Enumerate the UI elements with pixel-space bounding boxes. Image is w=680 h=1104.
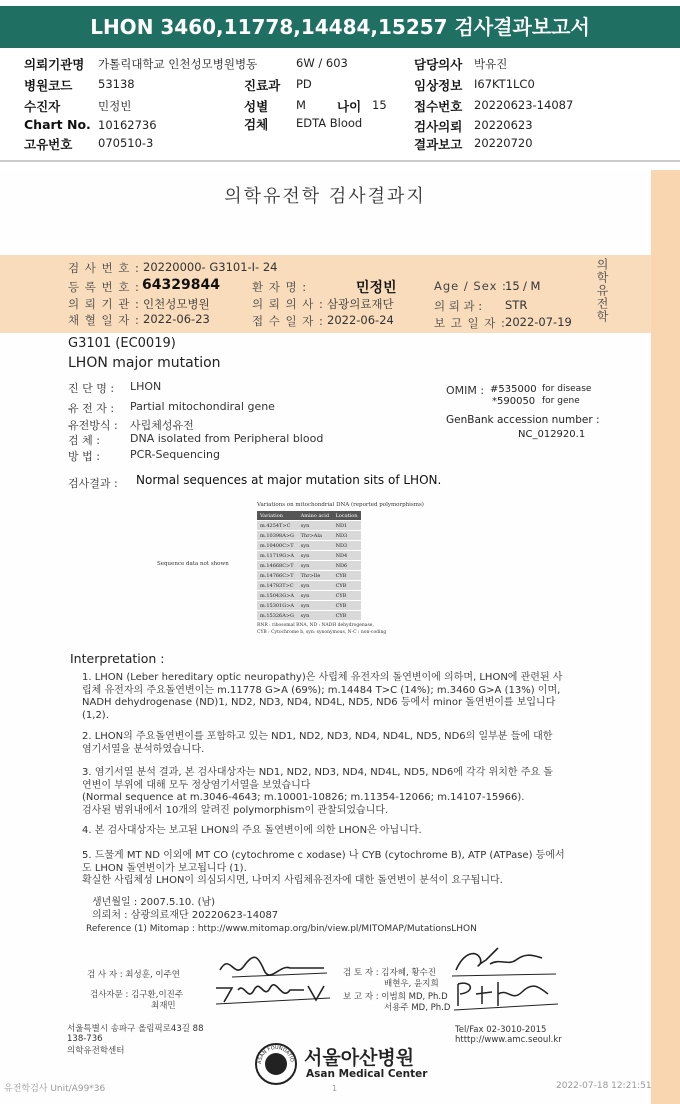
omim-gene-note: for gene bbox=[542, 396, 580, 406]
hospital-name-en: Asan Medical Center bbox=[306, 1068, 428, 1080]
table-cell: CYB bbox=[333, 601, 361, 611]
table-cell: m.15043G>A bbox=[257, 591, 298, 601]
table-row bbox=[257, 521, 361, 531]
table-cell: syn bbox=[298, 581, 333, 591]
genbank-number: NC_012920.1 bbox=[518, 429, 586, 440]
figure-note: RNR : ribosomal RNA, ND : NADH dehydrogenase, bbox=[257, 623, 374, 628]
genbank-label: GenBank accession number : bbox=[446, 414, 600, 426]
figure-note: CYB : Cytochrome b, syn: synonymous, N-C : non-coding bbox=[257, 630, 387, 635]
hospital-name-ko: 서울아산병원 bbox=[304, 1047, 415, 1069]
table-cell: m.10400C>T bbox=[257, 541, 298, 551]
band-value: 2022-07-19 bbox=[505, 315, 572, 329]
field-value: EDTA Blood bbox=[296, 116, 363, 130]
tester-advisor: 검사자문 : 김구환,이진주 bbox=[90, 990, 184, 1000]
figure-title: Variations on mitochondrial DNA (reported polymorphisms) bbox=[257, 502, 424, 508]
omim-label: OMIM : bbox=[446, 384, 485, 397]
band-label: 접 수 일 자 : bbox=[252, 314, 324, 328]
band-value: 삼광의료재단 bbox=[327, 297, 394, 311]
field-label: 담당의사 bbox=[414, 57, 463, 72]
table-cell: ND1 bbox=[333, 521, 361, 531]
info-label: 유전방식 : bbox=[68, 419, 118, 432]
table-cell: m.15326A>G bbox=[257, 611, 298, 621]
band-value: / M bbox=[523, 279, 541, 293]
field-value: PD bbox=[296, 77, 312, 91]
table-cell: CYB bbox=[333, 571, 361, 581]
info-value: 사립체성유전 bbox=[130, 419, 194, 432]
info-label: 진 단 명 : bbox=[68, 382, 115, 395]
band-label: 채 혈 일 자 : bbox=[68, 313, 140, 327]
field-label: 고유번호 bbox=[24, 137, 73, 152]
info-value: PCR-Sequencing bbox=[130, 448, 220, 461]
table-row bbox=[257, 591, 361, 601]
info-label: 방 법 : bbox=[68, 450, 100, 463]
table-row bbox=[257, 581, 361, 591]
table-cell: CYB bbox=[333, 581, 361, 591]
info-label: 검 체 : bbox=[68, 434, 100, 447]
table-cell: Thr>Ile bbox=[298, 571, 333, 581]
band-value: 인천성모병원 bbox=[143, 297, 210, 311]
omim-disease: #535000 bbox=[490, 384, 537, 395]
reporter-2: 서용주 MD, Ph.D bbox=[384, 1003, 451, 1013]
field-label: 검사의뢰 bbox=[414, 119, 463, 134]
birth-date: 생년월일 : 2007.5.10. (남) bbox=[92, 897, 216, 908]
field-value: I67KT1LC0 bbox=[474, 77, 535, 91]
table-cell: m.14766C>T bbox=[257, 571, 298, 581]
reviewer-signature bbox=[450, 944, 560, 980]
field-label: Chart No. bbox=[24, 117, 91, 132]
table-cell: Variation bbox=[257, 511, 298, 521]
table-cell: m.14668C>T bbox=[257, 561, 298, 571]
page-edge-strip bbox=[651, 170, 680, 1104]
band-label: Age / Sex : bbox=[434, 279, 507, 293]
side-label: 의학유전학 bbox=[595, 258, 609, 323]
field-value: 20220720 bbox=[474, 136, 533, 150]
table-cell: syn bbox=[298, 561, 333, 571]
seal-text: ASAN FOUNDATIO bbox=[256, 1044, 295, 1065]
ward-value: 6W / 603 bbox=[296, 56, 348, 70]
paragraph: 2. LHON의 주요돌연변이를 포함하고 있는 ND1, ND2, ND3, ND4, ND4L, ND5, ND6의 일부분 들에 대한 염기서열을 분석하였습니다. bbox=[82, 731, 553, 755]
field-label: 나이 bbox=[337, 99, 362, 114]
field-value: 15 bbox=[372, 98, 387, 112]
info-value: Partial mitochondiral gene bbox=[130, 400, 275, 413]
page-number: 1 bbox=[332, 1084, 338, 1093]
table-row bbox=[257, 531, 361, 541]
table-row bbox=[257, 541, 361, 551]
band-label: 보 고 일 자 : bbox=[434, 316, 506, 330]
hospital-seal bbox=[254, 1042, 298, 1086]
band-label: 등 록 번 호 : bbox=[68, 280, 140, 294]
footer-unit: 유전학검사 Unit/A99*36 bbox=[4, 1084, 106, 1094]
test-name: LHON major mutation bbox=[68, 355, 221, 371]
table-cell: syn bbox=[298, 541, 333, 551]
registration-number: 64329844 bbox=[142, 277, 220, 293]
tester-advisor-2: 최재민 bbox=[151, 1001, 176, 1011]
reviewer-2: 배현우, 윤지희 bbox=[384, 979, 439, 989]
field-value: 070510-3 bbox=[98, 136, 154, 150]
table-cell: ND3 bbox=[333, 541, 361, 551]
field-value: 20220623 bbox=[474, 118, 533, 132]
field-value: 가톨릭대학교 인천성모병원병동 bbox=[98, 57, 258, 71]
field-label: 결과보고 bbox=[414, 137, 463, 152]
table-cell: Location bbox=[333, 511, 361, 521]
field-value: 10162736 bbox=[98, 118, 157, 132]
band-value: 20220000- G3101-I- 24 bbox=[143, 260, 278, 274]
table-cell: m.15301G>A bbox=[257, 601, 298, 611]
table-cell: CYB bbox=[333, 591, 361, 601]
info-label: 유 전 자 : bbox=[68, 402, 115, 415]
result-label: 검사결과 : bbox=[68, 477, 118, 490]
field-label: 병원코드 bbox=[24, 78, 73, 93]
tester: 검 사 자 : 최성훈, 이주연 bbox=[87, 970, 180, 980]
test-code: G3101 (EC0019) bbox=[68, 336, 176, 351]
table-cell: Amino acid bbox=[298, 511, 333, 521]
address: 서울특별시 송파구 올림픽로43길 88 138-736 의학유전학센터 bbox=[67, 1024, 204, 1056]
print-timestamp: 2022-07-18 12:21:51 bbox=[556, 1081, 652, 1091]
band-label: 환 자 명 : bbox=[252, 280, 308, 294]
paragraph: 1. LHON (Leber hereditary optic neuropathy)은 사립체 유전자의 돌연변이에 의하며, LHON에 관련된 사 립체 유전자의 주요돌연변이는 m.11778 G>A (69%); m.14484 T>C (14%); m.3460 G>A (13%) 이며, NADH dehydrogenase (ND)1, ND2, ND3, ND4, ND4L, ND5, ND6 등에서 minor 돌연변이를 보입니다 (1,2). bbox=[82, 672, 563, 721]
table-cell: syn bbox=[298, 591, 333, 601]
figure-left-note: Sequence data not shown bbox=[157, 561, 229, 567]
table-cell: m.14783T>C bbox=[257, 581, 298, 591]
table-cell: CYB bbox=[333, 611, 361, 621]
band-label: 의 뢰 기 관 : bbox=[68, 297, 140, 311]
table-cell: syn bbox=[298, 611, 333, 621]
tester-signature bbox=[212, 950, 332, 980]
band-label: 의 뢰 과 : bbox=[434, 299, 483, 313]
band-label: 의 뢰 의 사 : bbox=[252, 297, 324, 311]
reporter: 보 고 자 : 이범희 MD, Ph.D bbox=[343, 992, 448, 1002]
band-value: 2022-06-24 bbox=[327, 313, 394, 327]
requester: 의뢰처 : 삼광의료재단 20220623-14087 bbox=[92, 910, 279, 921]
table-cell: ND6 bbox=[333, 561, 361, 571]
field-label: 수진자 bbox=[24, 99, 61, 114]
paragraph: 4. 본 검사대상자는 보고된 LHON의 주요 돌연변이에 의한 LHON은 아닙니다. bbox=[82, 825, 422, 836]
table-cell: m.10398A>G bbox=[257, 531, 298, 541]
omim-disease-note: for disease bbox=[542, 384, 592, 394]
patient-name: 민정빈 bbox=[356, 280, 397, 296]
field-value: 53138 bbox=[98, 77, 135, 91]
report-title: 의학유전학 검사결과지 bbox=[224, 186, 426, 207]
contact: Tel/Fax 02-3010-2015 htttp://www.amc.seoul.kr bbox=[455, 1025, 562, 1045]
result-text: Normal sequences at major mutation sits of LHON. bbox=[136, 473, 442, 487]
field-value: 20220623-14087 bbox=[474, 98, 574, 112]
table-header-row bbox=[257, 511, 361, 521]
field-value: M bbox=[296, 98, 306, 112]
info-value: LHON bbox=[130, 380, 162, 393]
table-row bbox=[257, 551, 361, 561]
table-cell: ND4 bbox=[333, 551, 361, 561]
table-row bbox=[257, 571, 361, 581]
advisor-signature bbox=[212, 978, 332, 1008]
paragraph: 3. 염기서열 분석 결과, 본 검사대상자는 ND1, ND2, ND3, ND4, ND4L, ND5, ND6에 각각 위치한 주요 돌 연변이 부위에 대해 모두 정상염기서열을 보였습니다 (Normal sequence at m.3046-4643; m.10001-10826; m.11354-12066; m.14107-15966). 검사된 범위내에서 10개의 알려진 polymorphism이 관찰되었습니다. bbox=[82, 767, 553, 816]
reference: Reference (1) Mitomap : http://www.mitomap.org/bin/view.pl/MITOMAP/MutationsLHON bbox=[86, 924, 477, 934]
paragraph: 5. 드물게 MT ND 이외에 MT CO (cytochrome c xodase) 나 CYB (cytochrome B), ATP (ATPase) 등에서 도 LHON 돌연변이가 보고됩니다 (1). 확실한 사립체성 LHON이 의심되시면, 나머지 사립체유전자에 대한 돌연변이 분석이 요구됩니다. bbox=[82, 850, 565, 886]
field-value: 박유진 bbox=[474, 57, 508, 71]
info-value: DNA isolated from Peripheral blood bbox=[130, 432, 324, 445]
interpretation-title: Interpretation : bbox=[70, 651, 165, 666]
table-cell: m.4254T>C bbox=[257, 521, 298, 531]
table-row bbox=[257, 601, 361, 611]
band-value: STR bbox=[505, 298, 528, 312]
field-value: 민정빈 bbox=[98, 99, 132, 113]
reporter-signature bbox=[452, 976, 562, 1014]
table-row bbox=[257, 611, 361, 621]
field-label: 성별 bbox=[244, 99, 269, 114]
report-title-bar: LHON 3460,11778,14484,15257 검사결과보고서 bbox=[0, 6, 680, 48]
band-value: 2022-06-23 bbox=[143, 312, 210, 326]
band-label: 검 사 번 호 : bbox=[68, 261, 140, 275]
table-cell: Thr>Ala bbox=[298, 531, 333, 541]
field-label: 진료과 bbox=[244, 78, 281, 93]
field-label: 임상정보 bbox=[414, 78, 463, 93]
field-label: 접수번호 bbox=[414, 99, 463, 114]
table-cell: syn bbox=[298, 551, 333, 561]
table-cell: m.11719G>A bbox=[257, 551, 298, 561]
field-label: 검체 bbox=[244, 117, 269, 132]
variation-table bbox=[257, 511, 361, 621]
field-label: 의뢰기관명 bbox=[24, 57, 85, 72]
table-cell: syn bbox=[298, 521, 333, 531]
band-value: 15 bbox=[505, 279, 520, 293]
table-cell: syn bbox=[298, 601, 333, 611]
table-row bbox=[257, 561, 361, 571]
table-cell: ND3 bbox=[333, 531, 361, 541]
reviewer: 검 토 자 : 김자혜, 황수진 bbox=[343, 968, 436, 978]
omim-gene: *590050 bbox=[492, 396, 536, 407]
divider bbox=[0, 160, 680, 162]
